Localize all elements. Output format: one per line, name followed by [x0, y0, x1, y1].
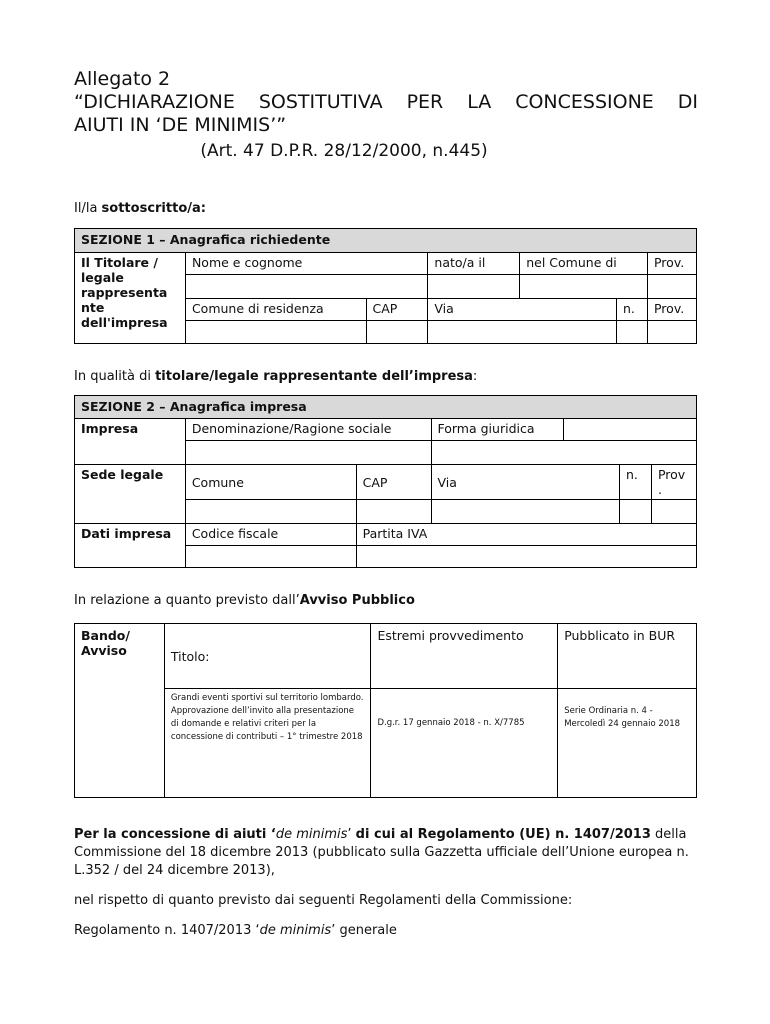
via-sede-label: Via — [431, 465, 620, 500]
numero-field[interactable] — [617, 321, 648, 344]
section1-table — [74, 228, 697, 344]
intro-prefix: Il/la — [74, 201, 102, 216]
title-word: CONCESSIONE — [515, 91, 654, 113]
quality-suffix: : — [472, 369, 478, 384]
impresa-extra-field[interactable] — [431, 441, 697, 465]
title-word: LA — [467, 91, 492, 113]
cap-sede-field[interactable] — [356, 500, 431, 524]
paragraph-compliance: nel rispetto di quanto previsto dai seguenti Regolamenti della Commissione: — [74, 893, 573, 908]
relation-line — [74, 593, 415, 608]
prov-sede-label: Prov . — [651, 465, 696, 500]
nome-cognome-label: Nome e cognome — [185, 253, 427, 275]
comune-nascita-label: nel Comune di — [520, 253, 648, 275]
title-word: “DICHIARAZIONE — [74, 91, 235, 113]
partita-iva-label: Partita IVA — [356, 524, 696, 546]
bando-label: Bando/ Avviso — [75, 624, 165, 798]
via-label: Via — [428, 299, 617, 321]
section2-header: SEZIONE 2 – Anagrafica impresa — [75, 396, 697, 419]
denominazione-label: Denominazione/Ragione sociale — [185, 419, 431, 441]
via-sede-field[interactable] — [431, 500, 620, 524]
paragraph-regolamento — [74, 923, 397, 938]
para1-rest: della Commissione del 18 dicembre 2013 (pubblicato sulla Gazzetta ufficiale dell’Unione europea n. L.352 / del 24 dicembre 2013), — [74, 827, 689, 878]
para1-bold-2: di cui al Regolamento (UE) n. 1407/2013 — [355, 827, 651, 842]
comune-sede-field[interactable] — [185, 500, 356, 524]
nato-il-field[interactable] — [428, 275, 520, 299]
title-word: DI — [677, 91, 698, 113]
title-word: PER — [406, 91, 444, 113]
title-word: SOSTITUTIVA — [258, 91, 383, 113]
para3-prefix: Regolamento n. 1407/2013 ‘ — [74, 923, 260, 938]
intro-line — [74, 201, 206, 216]
intro-bold: sottoscritto/a: — [101, 201, 206, 216]
cap-field[interactable] — [366, 321, 428, 344]
nato-il-label: nato/a il — [428, 253, 520, 275]
impresa-label: Impresa — [75, 419, 186, 465]
paragraph-regulation — [74, 826, 698, 880]
relation-prefix: In relazione a quanto previsto dall’ — [74, 593, 300, 608]
partita-iva-field[interactable] — [356, 546, 696, 568]
prov-sede-field[interactable] — [651, 500, 696, 524]
estremi-label: Estremi provvedimento — [371, 624, 558, 689]
allegato-label: Allegato 2 — [74, 68, 171, 90]
numero-label: n. — [617, 299, 648, 321]
para1-quote-close: ’ — [347, 827, 356, 842]
forma-giuridica-field[interactable] — [564, 419, 697, 441]
dati-impresa-label: Dati impresa — [75, 524, 186, 568]
comune-residenza-field[interactable] — [185, 321, 366, 344]
sede-legale-label: Sede legale — [75, 465, 186, 524]
quality-bold: titolare/legale rappresentante dell’impresa — [155, 369, 473, 384]
titolo-label: Titolo: — [164, 624, 371, 689]
para1-italic: de minimis — [275, 827, 348, 842]
forma-giuridica-label: Forma giuridica — [431, 419, 564, 441]
cap-label: CAP — [366, 299, 428, 321]
codice-fiscale-label: Codice fiscale — [185, 524, 356, 546]
section2-table — [74, 395, 697, 568]
prov-nascita-field[interactable] — [647, 275, 696, 299]
title-line-1 — [74, 91, 698, 114]
para3-suffix: ’ generale — [331, 923, 397, 938]
comune-label: Comune — [185, 465, 356, 500]
relation-bold: Avviso Pubblico — [299, 593, 415, 608]
numero-sede-label: n. — [620, 465, 652, 500]
para3-italic: de minimis — [259, 923, 332, 938]
bur-label: Pubblicato in BUR — [558, 624, 697, 689]
numero-sede-field[interactable] — [620, 500, 652, 524]
document-title — [74, 68, 698, 137]
prov-nascita-label: Prov. — [647, 253, 696, 275]
estremi-value: D.g.r. 17 gennaio 2018 - n. X/7785 — [371, 689, 558, 798]
via-field[interactable] — [428, 321, 617, 344]
section1-header: SEZIONE 1 – Anagrafica richiedente — [75, 229, 697, 253]
denominazione-field[interactable] — [185, 441, 431, 465]
quality-line — [74, 369, 477, 384]
titolare-label: Il Titolare / legale rappresenta nte dell'impresa — [75, 253, 186, 344]
quality-prefix: In qualità di — [74, 369, 156, 384]
nome-cognome-field[interactable] — [185, 275, 427, 299]
cap-sede-label: CAP — [356, 465, 431, 500]
comune-residenza-label: Comune di residenza — [185, 299, 366, 321]
subtitle: (Art. 47 D.P.R. 28/12/2000, n.445) — [200, 141, 488, 161]
para1-bold-1: Per la concessione di aiuti — [74, 827, 267, 842]
prov-residenza-label: Prov. — [647, 299, 696, 321]
bando-table — [74, 623, 697, 798]
prov-residenza-field[interactable] — [647, 321, 696, 344]
para1-quote-open: ‘ — [266, 827, 276, 842]
bur-value: Serie Ordinaria n. 4 - Mercoledì 24 gennaio 2018 — [558, 689, 697, 798]
codice-fiscale-field[interactable] — [185, 546, 356, 568]
title-line-2: AIUTI IN ‘DE MINIMIS’” — [74, 114, 287, 136]
comune-nascita-field[interactable] — [520, 275, 648, 299]
titolo-value: Grandi eventi sportivi sul territorio lombardo. Approvazione dell’invito alla presentazione di domande e relativi criteri per la concessione di contributi – 1° trimestre 2018 — [164, 689, 371, 798]
